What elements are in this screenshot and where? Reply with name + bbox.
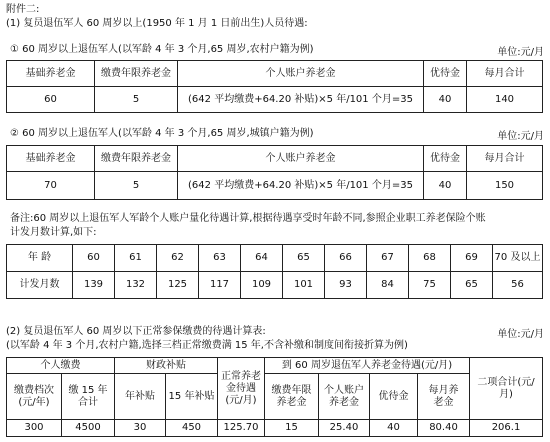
case-a-caption: ① 60 周岁以上退伍军人(以军龄 4 年 3 个月,65 周岁,农村户籍为例) — [10, 44, 314, 55]
header-benefit: 优待金 — [370, 374, 418, 420]
months-row-label: 计发月数 — [7, 272, 73, 299]
header-personal-payment: 个人缴费 — [7, 358, 115, 374]
age-cell: 68 — [409, 245, 451, 272]
cell-normal-pension: 125.70 — [218, 420, 265, 437]
months-cell: 101 — [283, 272, 325, 299]
header-normal-pension: 正常养老金待遇(元/月) — [218, 358, 265, 420]
age-cell: 62 — [157, 245, 199, 272]
header-fifteen-year-total: 缴 15 年合计 — [62, 374, 115, 420]
age-months-table — [6, 244, 543, 299]
cell-account-pension: 25.40 — [319, 420, 370, 437]
section2-title: (2) 复员退伍军人 60 周岁以下正常参保缴费的待遇计算表: — [6, 326, 266, 337]
case-a-unit: 单位:元/月 — [497, 47, 544, 58]
cell-monthly-total: 140 — [467, 87, 543, 113]
age-cell: 67 — [367, 245, 409, 272]
months-cell: 65 — [451, 272, 493, 299]
header-basic-pension: 基础养老金 — [7, 61, 95, 87]
months-cell: 117 — [199, 272, 241, 299]
case-b-table — [6, 145, 543, 200]
age-row — [7, 245, 543, 272]
header-years-pension: 缴费年限养老金 — [265, 374, 319, 420]
header-years-pension: 缴费年限养老金 — [95, 61, 178, 87]
header-fifteen-year-subsidy: 15 年补贴 — [166, 374, 218, 420]
header-benefit: 优待金 — [424, 61, 467, 87]
months-cell: 56 — [493, 272, 543, 299]
cell-monthly-total: 150 — [467, 172, 543, 200]
age-cell: 70 及以上 — [493, 245, 543, 272]
section2-data-row — [7, 420, 543, 437]
age-cell: 69 — [451, 245, 493, 272]
case-b-caption: ② 60 周岁以上退伍军人(以军龄 4 年 3 个月,65 周岁,城镇户籍为例) — [10, 128, 314, 139]
attachment-label: 附件二: — [6, 4, 40, 15]
header-account-pension: 个人账户养老金 — [178, 146, 424, 172]
months-cell: 132 — [115, 272, 157, 299]
header-fiscal-subsidy: 财政补贴 — [115, 358, 218, 374]
header-years-pension: 缴费年限养老金 — [95, 146, 178, 172]
months-cell: 84 — [367, 272, 409, 299]
header-annual-subsidy: 年补贴 — [115, 374, 166, 420]
age-row-label: 年 龄 — [7, 245, 73, 272]
header-monthly-total: 每月合计 — [467, 146, 543, 172]
header-two-item-total: 二项合计(元/月) — [470, 358, 543, 420]
cell-payment-grade: 300 — [7, 420, 62, 437]
age-cell: 60 — [73, 245, 115, 272]
age-cell: 63 — [199, 245, 241, 272]
cell-two-item-total: 206.1 — [470, 420, 543, 437]
age-cell: 65 — [283, 245, 325, 272]
months-cell: 93 — [325, 272, 367, 299]
cell-years-pension: 15 — [265, 420, 319, 437]
months-cell: 75 — [409, 272, 451, 299]
header-payment-grade: 缴费档次(元/年) — [7, 374, 62, 420]
months-cell: 109 — [241, 272, 283, 299]
cell-fifteen-year-subsidy: 450 — [166, 420, 218, 437]
header-monthly-total: 每月合计 — [467, 61, 543, 87]
cell-basic-pension: 70 — [7, 172, 95, 200]
cell-benefit: 40 — [424, 172, 467, 200]
note-line-2: 计发月数计算,如下: — [10, 227, 97, 238]
header-benefit: 优待金 — [424, 146, 467, 172]
section2-subtitle: (以军龄 4 年 3 个月,农村户籍,选择三档正常缴费满 15 年,不含补缴和制度间衔接折算为例) — [6, 340, 408, 351]
months-cell: 125 — [157, 272, 199, 299]
cell-benefit: 40 — [370, 420, 418, 437]
case-a-table — [6, 60, 543, 113]
header-basic-pension: 基础养老金 — [7, 146, 95, 172]
header-account-pension: 个人账户养老金 — [178, 61, 424, 87]
cell-fifteen-year-total: 4500 — [62, 420, 115, 437]
section1-title: (1) 复员退伍军人 60 周岁以上(1950 年 1 月 1 日前出生)人员待遇: — [6, 18, 308, 29]
cell-years-pension: 5 — [95, 172, 178, 200]
cell-years-pension: 5 — [95, 87, 178, 113]
header-account-pension: 个人账户养老金 — [319, 374, 370, 420]
cell-monthly-pension: 80.40 — [418, 420, 470, 437]
cell-account-pension: (642 平均缴费+64.20 补贴)×5 年/101 个月=35 — [178, 87, 424, 113]
age-cell: 66 — [325, 245, 367, 272]
note-line-1: 备注:60 周岁以上退伍军人军龄个人账户量化待遇计算,根据待遇享受时年龄不同,参照企业职工养老保险个账 — [10, 213, 486, 224]
cell-benefit: 40 — [424, 87, 467, 113]
age-cell: 64 — [241, 245, 283, 272]
age-cell: 61 — [115, 245, 157, 272]
header-monthly-pension: 每月养老金 — [418, 374, 470, 420]
months-cell: 139 — [73, 272, 115, 299]
section2-table — [6, 357, 543, 437]
cell-annual-subsidy: 30 — [115, 420, 166, 437]
cell-basic-pension: 60 — [7, 87, 95, 113]
months-row — [7, 272, 543, 299]
section2-unit: 单位:元/月 — [497, 329, 544, 340]
cell-account-pension: (642 平均缴费+64.20 补贴)×5 年/101 个月=35 — [178, 172, 424, 200]
header-pension-at-60: 到 60 周岁退伍军人养老金待遇(元/月) — [265, 358, 470, 374]
case-b-unit: 单位:元/月 — [497, 131, 544, 142]
